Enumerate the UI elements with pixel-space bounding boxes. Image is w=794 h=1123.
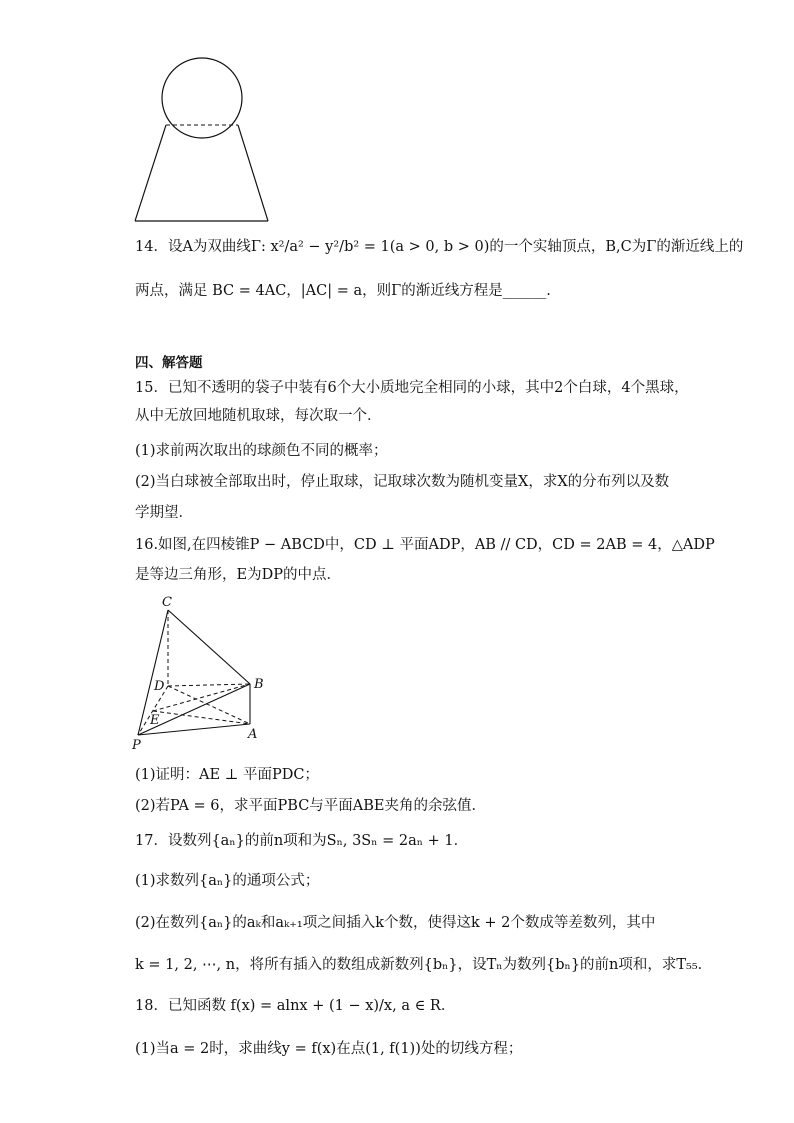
q14-line2: 两点，满足 BC = 4AC，|AC| = a，则Γ的渐近线方程是______.: [135, 283, 551, 299]
sphere-circle: [162, 58, 242, 138]
q17-line3: (2)在数列{aₙ}的aₖ和aₖ₊₁项之间插入k个数，使得这k + 2个数成等差数列，其中: [135, 915, 656, 931]
q18-line1: 18．已知函数 f(x) = alnx + (1 − x)/x, a ∈ R．: [135, 998, 456, 1014]
edge-EB: [153, 684, 250, 711]
edge-CB: [168, 610, 250, 684]
edge-DB: [168, 684, 250, 686]
q15-line5: 学期望．: [135, 505, 193, 521]
q15-line1: 15．已知不透明的袋子中装有6个大小质地完全相同的小球，其中2个白球，4个黑球，: [135, 380, 689, 396]
section-title: 四、解答题: [135, 355, 203, 371]
q15-line4: (2)当白球被全部取出时，停止取球，记取球次数为随机变量X，求X的分布列以及数: [135, 474, 670, 490]
q17-line4: k = 1, 2, ⋯, n，将所有插入的数组成新数列{bₙ}，设Tₙ为数列{bₙ}的前n项和，求T₅₅．: [135, 957, 713, 973]
q14-line1: 14．设A为双曲线Γ: x²/a² − y²/b² = 1(a > 0, b > 0)的一个实轴顶点，B,C为Γ的渐近线上的: [135, 239, 744, 255]
frustum-right-edge: [238, 125, 268, 221]
label-A: A: [248, 727, 258, 742]
sphere-frustum-figure: [128, 55, 278, 227]
q17-line1: 17．设数列{aₙ}的前n项和为Sₙ, 3Sₙ = 2aₙ + 1．: [135, 833, 469, 849]
frustum-left-edge: [135, 125, 166, 221]
label-E: E: [150, 713, 160, 728]
q16-line4: (2)若PA = 6，求平面PBC与平面ABE夹角的余弦值．: [135, 798, 487, 814]
q15-line3: (1)求前两次取出的球颜色不同的概率；: [135, 443, 388, 459]
q16-line1: 16.如图,在四棱锥P − ABCD中，CD ⊥ 平面ADP，AB // CD，CD = 2AB = 4，△ADP: [135, 537, 715, 553]
label-C: C: [162, 595, 172, 610]
label-P: P: [132, 738, 141, 752]
q16-line3: (1)证明：AE ⊥ 平面PDC；: [135, 767, 319, 783]
q17-line2: (1)求数列{aₙ}的通项公式；: [135, 873, 320, 889]
label-B: B: [254, 677, 264, 692]
q18-line2: (1)当a = 2时，求曲线y = f(x)在点(1, f(1))处的切线方程；: [135, 1041, 523, 1057]
label-D: D: [154, 679, 165, 694]
q15-line2: 从中无放回地随机取球，每次取一个．: [135, 408, 382, 424]
q16-line2: 是等边三角形，E为DP的中点．: [135, 567, 341, 583]
pyramid-figure: [128, 592, 278, 752]
